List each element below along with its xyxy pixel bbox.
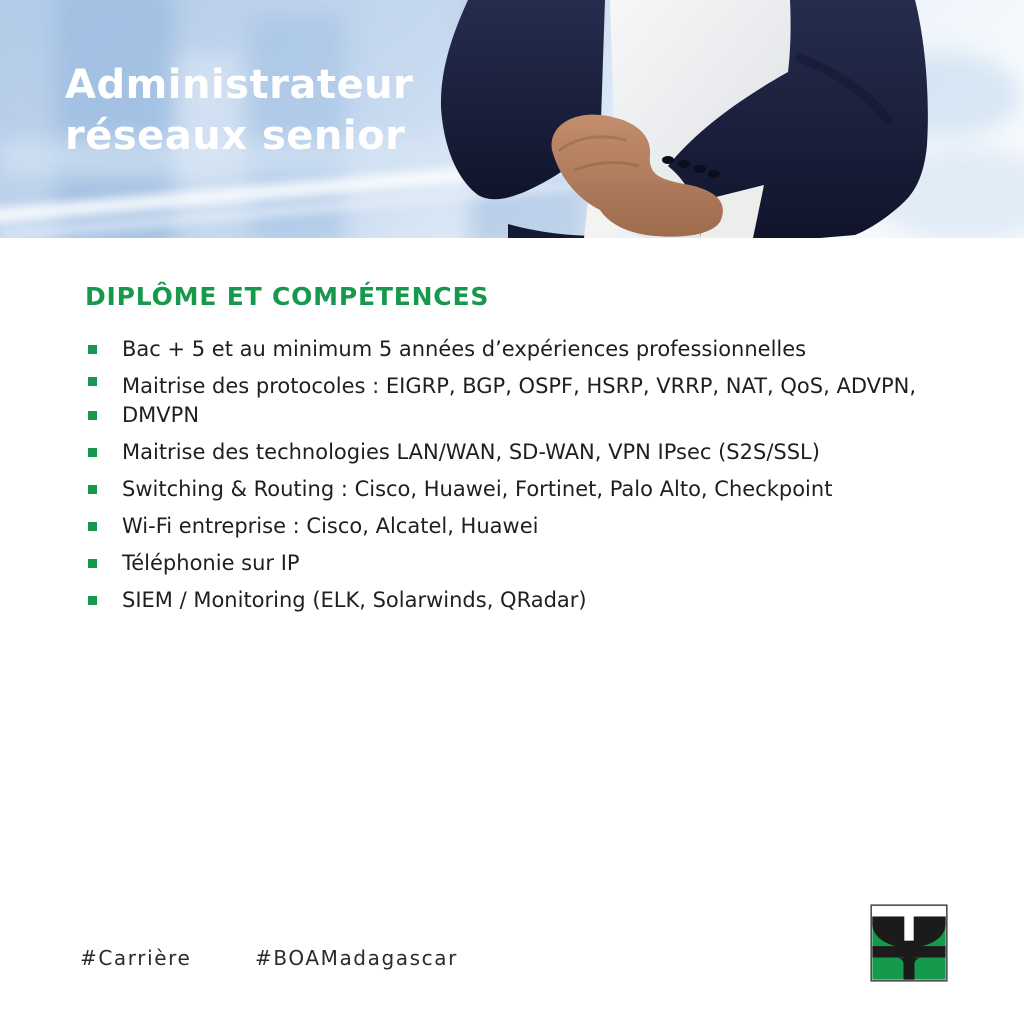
list-item — [85, 478, 995, 500]
list-item — [85, 441, 995, 463]
hashtag-brand: #BOAMadagascar — [255, 946, 458, 970]
bullet-square-icon — [88, 411, 97, 420]
job-title — [65, 60, 413, 162]
job-title-line2: réseaux senior — [65, 113, 406, 159]
boa-logo — [870, 904, 948, 982]
bullet-square-icon — [88, 559, 97, 568]
header-photo — [0, 0, 1024, 238]
section-heading: DIPLÔME ET COMPÉTENCES — [85, 282, 490, 311]
job-title-line1: Administrateur — [65, 62, 414, 108]
bullet-square-icon — [88, 345, 97, 354]
skills-section — [85, 282, 995, 626]
hashtag-career: #Carrière — [80, 946, 192, 970]
list-item-text: DMVPN — [122, 403, 200, 427]
boa-logo-icon — [870, 904, 948, 982]
list-item — [85, 552, 995, 574]
list-item — [85, 404, 995, 426]
list-item-text: Téléphonie sur IP — [122, 551, 300, 575]
bullet-square-icon — [88, 377, 97, 386]
list-item-text: SIEM / Monitoring (ELK, Solarwinds, QRadar) — [122, 588, 587, 612]
list-item-text: Maitrise des technologies LAN/WAN, SD-WAN, VPN IPsec (S2S/SSL) — [122, 440, 820, 464]
list-item — [85, 338, 995, 360]
list-item-text: Bac + 5 et au minimum 5 années d’expériences professionnelles — [122, 337, 807, 361]
list-item-text: Switching & Routing : Cisco, Huawei, Fortinet, Palo Alto, Checkpoint — [122, 477, 833, 501]
list-item — [85, 515, 995, 537]
bullet-square-icon — [88, 485, 97, 494]
bullet-square-icon — [88, 522, 97, 531]
list-item-text: Wi-Fi entreprise : Cisco, Alcatel, Huawei — [122, 514, 539, 538]
list-item-text: Maitrise des protocoles : EIGRP, BGP, OSPF, HSRP, VRRP, NAT, QoS, ADVPN, — [122, 374, 917, 398]
skills-list — [85, 338, 995, 611]
bullet-square-icon — [88, 448, 97, 457]
list-item — [85, 589, 995, 611]
bullet-square-icon — [88, 596, 97, 605]
list-item — [85, 375, 995, 397]
